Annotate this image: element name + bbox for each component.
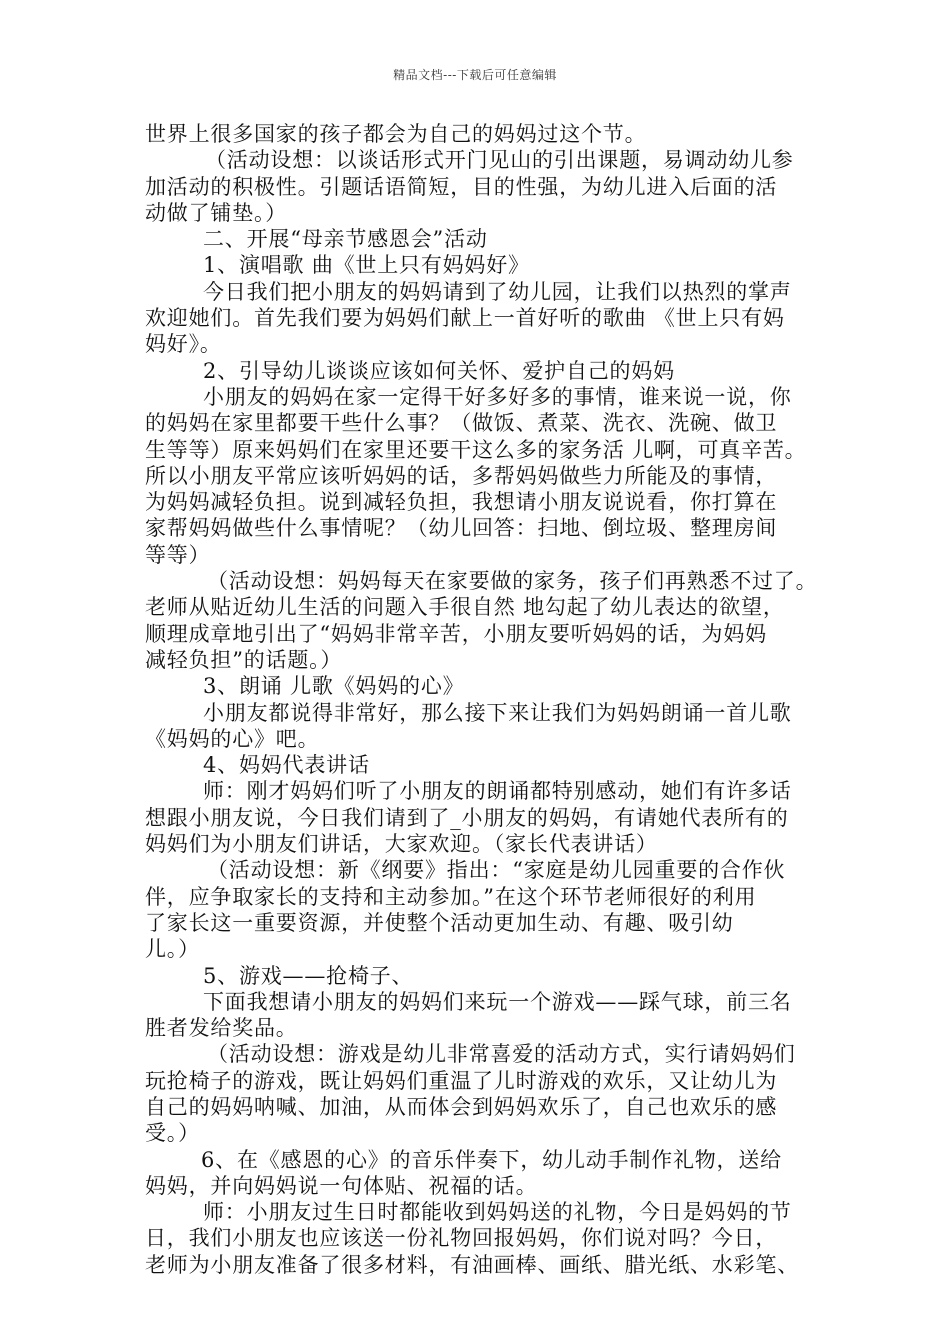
- body-line: 减轻负担”的话题。）: [145, 647, 343, 672]
- body-line: 日，我们小朋友也应该送一份礼物回报妈妈，你们说对吗？今日，: [145, 1226, 778, 1251]
- body-line: 家帮妈妈做些什么事情呢？（幼儿回答：扫地、倒垃圾、整理房间: [145, 516, 778, 541]
- body-line: 妈妈，并向妈妈说一句体贴、祝福的话。: [145, 1173, 538, 1198]
- body-line: 受。）: [145, 1121, 200, 1146]
- body-line: 胜者发给奖品。: [145, 1016, 298, 1041]
- body-line: 顺理成章地引出了“妈妈非常辛苦，小朋友要听妈妈的话，为妈妈: [145, 621, 767, 646]
- body-line: 小朋友的妈妈在家一定得干好多好多的事情，谁来说一说，你: [203, 384, 792, 409]
- body-line: 《妈妈的心》吧。: [145, 726, 320, 751]
- subsection-heading: 2、引导幼儿谈谈应该如何关怀、爱护自己的妈妈: [203, 358, 675, 383]
- body-line: （活动设想：游戏是幼儿非常喜爱的活动方式，实行请妈妈们: [207, 1042, 796, 1067]
- body-line: 老师为小朋友准备了很多材料，有油画棒、画纸、腊光纸、水彩笔、: [145, 1252, 799, 1277]
- body-line: 儿。）: [145, 937, 200, 962]
- body-line: 动做了铺垫。）: [145, 200, 288, 225]
- body-line: 师：刚才妈妈们听了小朋友的朗诵都特别感动，她们有许多话: [203, 779, 792, 804]
- body-line: 所以小朋友平常应该听妈妈的话，多帮妈妈做些力所能及的事情，: [145, 463, 778, 488]
- subsection-heading: 6、在《感恩的心》的音乐伴奏下，幼儿动手制作礼物，送给: [201, 1147, 782, 1172]
- body-line: 下面我想请小朋友的妈妈们来玩一个游戏——踩气球，前三名: [203, 989, 792, 1014]
- body-line: 妈好》。: [145, 332, 222, 357]
- body-line: 世界上很多国家的孩子都会为自己的妈妈过这个节。: [145, 122, 647, 146]
- body-line: 今日我们把小朋友的妈妈请到了幼儿园，让我们以热烈的掌声: [203, 279, 792, 304]
- body-line: （活动设想：以谈话形式开门见山的引出课题，易调动幼儿参: [205, 148, 794, 173]
- body-line: 老师从贴近幼儿生活的问题入手很自然 地勾起了幼儿表达的欲望，: [145, 595, 785, 620]
- body-line: 师：小朋友过生日时都能收到妈妈送的礼物，今日是妈妈的节: [203, 1200, 792, 1225]
- subsection-heading: 4、妈妈代表讲话: [203, 753, 370, 778]
- body-line: 的妈妈在家里都要干些什么事？（做饭、煮菜、洗衣、洗碗、做卫: [145, 411, 778, 436]
- body-line: 欢迎她们。首先我们要为妈妈们献上一首好听的歌曲 《世上只有妈: [145, 306, 785, 331]
- body-line: 想跟小朋友说，今日我们请到了_小朋友的妈妈，有请她代表所有的: [145, 805, 789, 830]
- body-line: 生等等）原来妈妈们在家里还要干这么多的家务活 儿啊，可真辛苦。: [145, 437, 807, 462]
- body-line: 为妈妈减轻负担。说到减轻负担，我想请小朋友说说看，你打算在: [145, 490, 778, 515]
- page-header: 精品文档---下载后可任意编辑: [393, 68, 557, 82]
- subsection-heading: 5、游戏——抢椅子、: [203, 963, 414, 988]
- body-line: 加活动的积极性。引题话语简短，目的性强，为幼儿进入后面的活: [145, 174, 778, 199]
- document-body: [145, 121, 825, 1278]
- section-heading: 二、开展“母亲节感恩会”活动: [203, 227, 488, 252]
- body-line: 自己的妈妈呐喊、加油，从而体会到妈妈欢乐了，自己也欢乐的感: [145, 1094, 778, 1119]
- body-line: （活动设想：新《纲要》指出：“家庭是幼儿园重要的合作伙: [207, 858, 786, 883]
- subsection-heading: 3、朗诵 儿歌《妈妈的心》: [203, 674, 465, 699]
- body-line: 伴，应争取家长的支持和主动参加。”在这个环节老师很好的利用: [145, 884, 757, 909]
- body-line: 小朋友都说得非常好，那么接下来让我们为妈妈朗诵一首儿歌: [203, 700, 792, 725]
- body-line: 玩抢椅子的游戏，既让妈妈们重温了儿时游戏的欢乐，又让幼儿为: [145, 1068, 778, 1093]
- body-line: 等等）: [145, 542, 211, 567]
- body-line: （活动设想：妈妈每天在家要做的家务，孩子们再熟悉不过了。: [207, 569, 818, 594]
- body-line: 妈妈们为小朋友们讲话，大家欢迎。（家长代表讲话）: [145, 832, 658, 857]
- subsection-heading: 1、演唱歌 曲《世上只有妈妈好》: [203, 253, 530, 278]
- body-line: 了家长这一重要资源，并使整个活动更加生动、有趣、吸引幼: [145, 910, 734, 935]
